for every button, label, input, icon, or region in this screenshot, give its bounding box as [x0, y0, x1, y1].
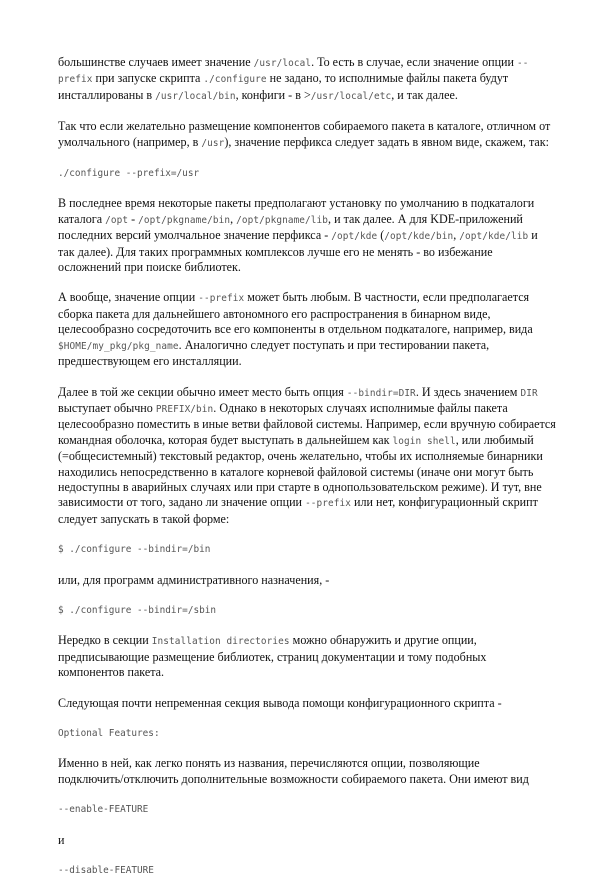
text: сборка пакета для дальнейшего автономного его распространения в бинарном виде, — [58, 306, 491, 321]
paragraph-prefix-any — [58, 290, 560, 369]
code-example-bindir-bin: $ ./configure --bindir=/bin — [58, 544, 211, 556]
inline-code: /opt/pkgname/lib — [236, 214, 329, 226]
inline-code: PREFIX/bin — [155, 403, 214, 415]
inline-code: --prefix — [198, 293, 245, 305]
text: не задано, то исполнимые файлы пакета будут — [266, 71, 509, 86]
paragraph-bindir — [58, 385, 560, 528]
text: компонентов пакета. — [58, 665, 165, 680]
inline-code: /usr/local/etc — [310, 90, 392, 102]
text: , — [230, 211, 237, 226]
text: (=общесистемный) текстовый редактор, очень желательно, чтобы их исполняемые бинарники — [58, 449, 543, 464]
inline-code: $HOME/my_pkg/pkg_name — [58, 340, 179, 352]
inline-code: /opt/kde/bin — [384, 231, 454, 243]
text: выступает обычно — [58, 400, 156, 415]
inline-code: --prefix — [305, 498, 352, 510]
text: , конфиги - в > — [235, 87, 311, 102]
text: Именно в ней, как легко понять из названия, перечисляются опции, позволяющие — [58, 756, 480, 771]
text: предшествующем его инсталляции. — [58, 354, 242, 369]
paragraph-prefix-default — [58, 55, 560, 104]
text: инсталлированы в — [58, 87, 156, 102]
text: ), значение перфикса следует задать в явном виде, скажем, так: — [224, 134, 549, 149]
text: умолчального (например, в — [58, 134, 202, 149]
text: Так что если желательно размещение компонентов собираемого пакета в каталоге, отличном от — [58, 119, 551, 134]
text: каталога — [58, 211, 106, 226]
inline-code: /usr/local — [253, 58, 312, 69]
code-example-bindir-sbin: $ ./configure --bindir=/sbin — [58, 604, 217, 616]
code-disable-feature: --disable-FEATURE — [58, 865, 154, 877]
inline-code: ./configure — [203, 74, 267, 86]
paragraph-next-section: Следующая почти непременная секция вывода помощи конфигурационного скрипта - — [58, 695, 502, 710]
inline-code: --bindir=DIR — [346, 387, 416, 399]
code-optional-features: Optional Features: — [58, 728, 160, 739]
paragraph-features-description — [58, 756, 560, 787]
text: Нередко в секции — [58, 633, 152, 648]
text: может быть любым. В частности, если предполагается — [244, 290, 530, 305]
text: Далее в той же секции обычно имеет место быть опция — [58, 384, 347, 399]
text: . И здесь значением — [415, 384, 521, 399]
inline-code: Installation directories — [151, 636, 290, 648]
text: недоступны в аварийных случаях или при старте в однопользовательском режиме). И тут, вне — [58, 479, 542, 494]
paragraph-install-directories — [58, 633, 560, 680]
text: находились непосредственно в каталоге корневой файловой системы (иначе они могут быть — [58, 464, 534, 479]
text: большинстве случаев имеет значение — [58, 55, 254, 69]
text: , и так далее. — [391, 87, 458, 102]
text: . Аналогично следует поступать и при тестировании пакета, — [178, 337, 490, 352]
inline-code: login shell — [392, 435, 456, 447]
text: целесообразно сосредоточить все его компоненты в отдельном подкаталоге, например, вида — [58, 322, 533, 337]
code-enable-feature: --enable-FEATURE — [58, 804, 149, 816]
text: - — [128, 211, 139, 226]
inline-code: /opt/pkgname/bin — [138, 214, 231, 226]
text: при запуске скрипта — [92, 71, 204, 86]
inline-code: /opt/kde/lib — [459, 231, 529, 243]
inline-code: /opt — [105, 214, 129, 226]
paragraph-explicit-prefix — [58, 119, 560, 151]
text: целесообразно поместить в иные ветви файловой системы. Например, если вручную собирается — [58, 417, 556, 432]
text: предписывающие размещение библиотек, страниц документации и тому подобных — [58, 649, 487, 664]
text: , — [453, 228, 460, 243]
inline-code: DIR — [520, 387, 538, 399]
inline-code: /usr — [201, 137, 225, 149]
inline-code: /opt/kde — [331, 231, 378, 243]
text: А вообще, значение опции — [58, 290, 199, 305]
text: подключить/отключить дополнительные возможности собираемого пакета. Они имеют вид — [58, 771, 529, 786]
text: последних версий умолчальное значение перфикса - — [58, 228, 332, 243]
inline-code: /usr/local/bin — [155, 90, 236, 102]
text: и — [528, 228, 538, 243]
text: зависимости от того, задано ли значение опции — [58, 495, 306, 510]
text: или нет, конфигурационный скрипт — [351, 495, 538, 510]
text: ( — [377, 228, 385, 243]
text: , или любимый — [455, 432, 534, 447]
text: . То есть в случае, если значение опции — [311, 55, 518, 69]
text: осложнений при поиске библиотек. — [58, 260, 241, 275]
code-example-prefix: ./configure --prefix=/usr — [58, 168, 200, 180]
paragraph-and: и — [58, 832, 65, 847]
text: . Однако в некоторых случаях исполнимые файлы пакета — [213, 400, 508, 415]
paragraph-opt-install — [58, 196, 560, 275]
text: можно обнаружить и другие опции, — [289, 633, 477, 648]
text: В последнее время некоторые пакеты предполагают установку по умолчанию в подкаталоги — [58, 196, 535, 211]
text: , и так далее. А для KDE-приложений — [328, 211, 523, 226]
text: командная оболочка, которая будет выступать в дальнейшем как — [58, 432, 393, 447]
inline-code: prefix — [58, 74, 93, 86]
text: так далее). Для таких программных комплексов лучше его не менять - во избежание — [58, 244, 493, 259]
text: следует запускать в такой форме: — [58, 511, 230, 526]
paragraph-admin-programs: или, для программ административного назначения, - — [58, 572, 330, 587]
inline-code: -- — [517, 58, 529, 69]
